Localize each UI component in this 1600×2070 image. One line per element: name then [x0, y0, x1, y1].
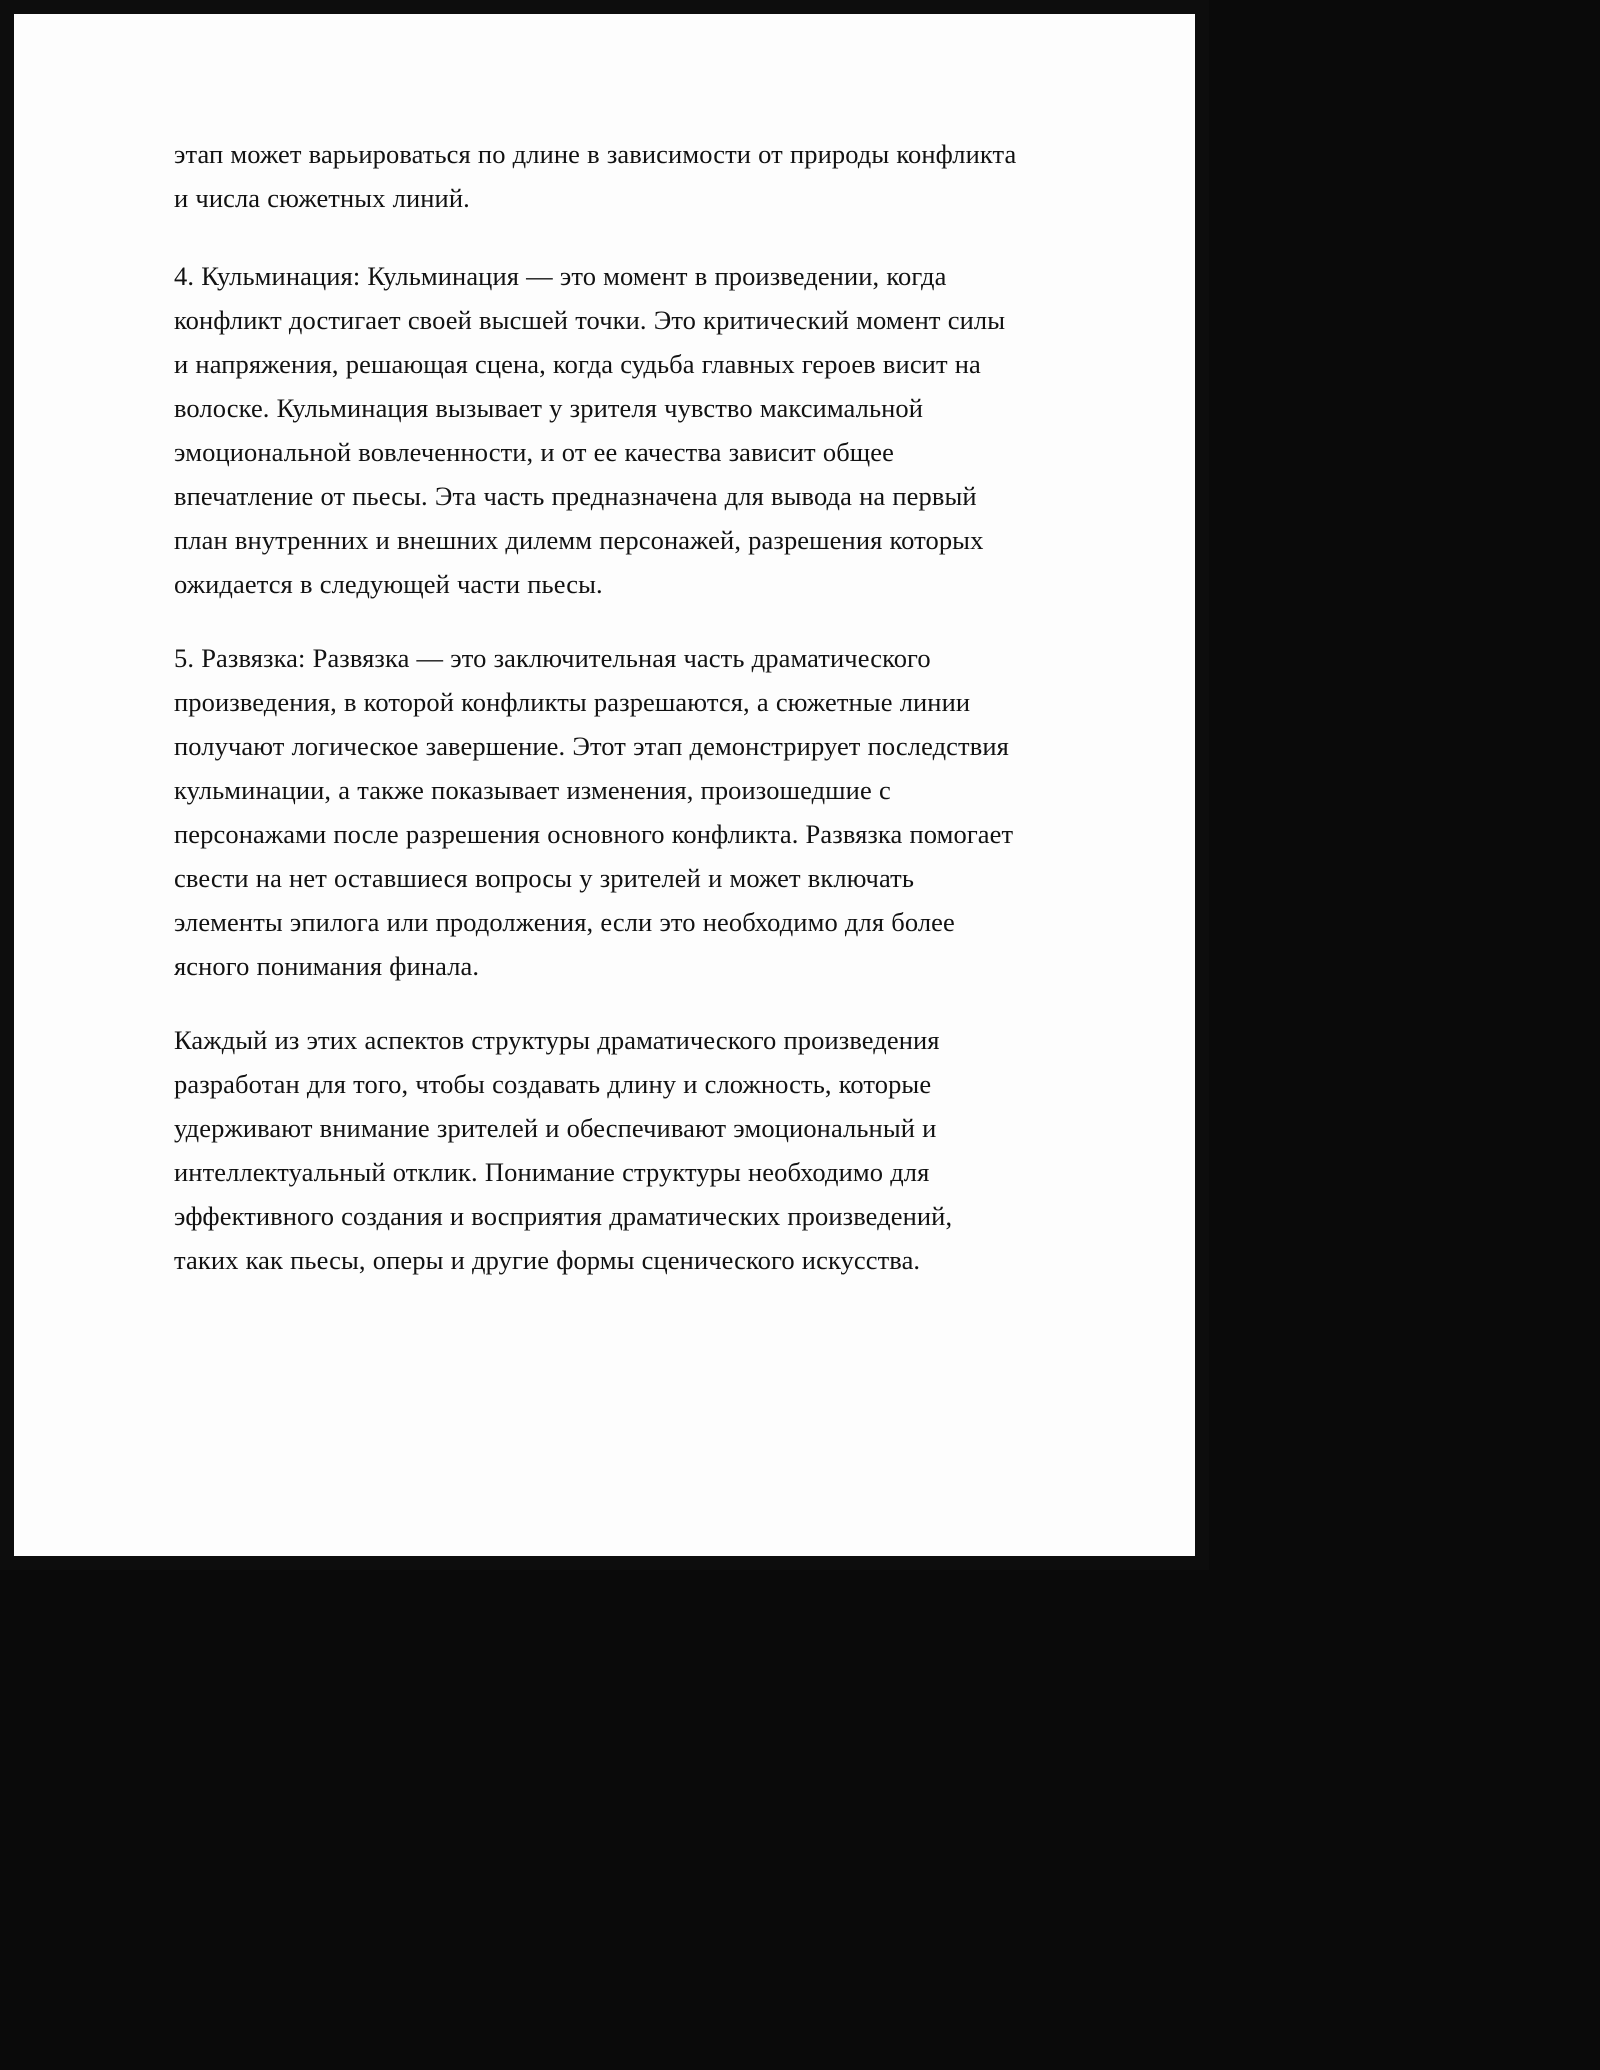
- paragraph-continuation: этап может варьироваться по длине в зависимости от природы конфликта и числа сюжетных линий.: [174, 139, 1017, 213]
- page-blank-area: [14, 1156, 1195, 1556]
- paragraph-point-5-denouement: 5. Развязка: Развязка — это заключительная часть драматического произведения, в которой конфликты разрешаются, а сюжетные линии получают логическое завершение. Этот этап демонстрирует последствия кульминации, а также показывает изменения, произошедшие с персонажами после разрешения основного конфликта. Развязка помогает свести на нет оставшиеся вопросы у зрителей и может включать элементы эпилога или продолжения, если это необходимо для более ясного понимания финала.: [174, 643, 1014, 981]
- paragraph-conclusion: Каждый из этих аспектов структуры драматического произведения разработан для того, чтобы создавать длину и сложность, которые удерживают внимание зрителей и обеспечивают эмоциональный и интеллектуальный отклик. Понимание структуры необходимо для эффективного создания и восприятия драматических произведений, таких как пьесы, оперы и другие формы сценического искусства.: [174, 1025, 953, 1275]
- text-column: [174, 132, 1019, 1282]
- paragraph-point-4-culmination: 4. Кульминация: Кульминация — это момент в произведении, когда конфликт достигает своей высшей точки. Это критический момент силы и напряжения, решающая сцена, когда судьба главных героев висит на волоске. Кульминация вызывает у зрителя чувство максимальной эмоциональной вовлеченности, и от ее качества зависит общее впечатление от пьесы. Эта часть предназначена для вывода на первый план внутренних и внешних дилемм персонажей, разрешения которых ожидается в следующей части пьесы.: [174, 261, 1006, 599]
- page-content-area: [14, 14, 1195, 1556]
